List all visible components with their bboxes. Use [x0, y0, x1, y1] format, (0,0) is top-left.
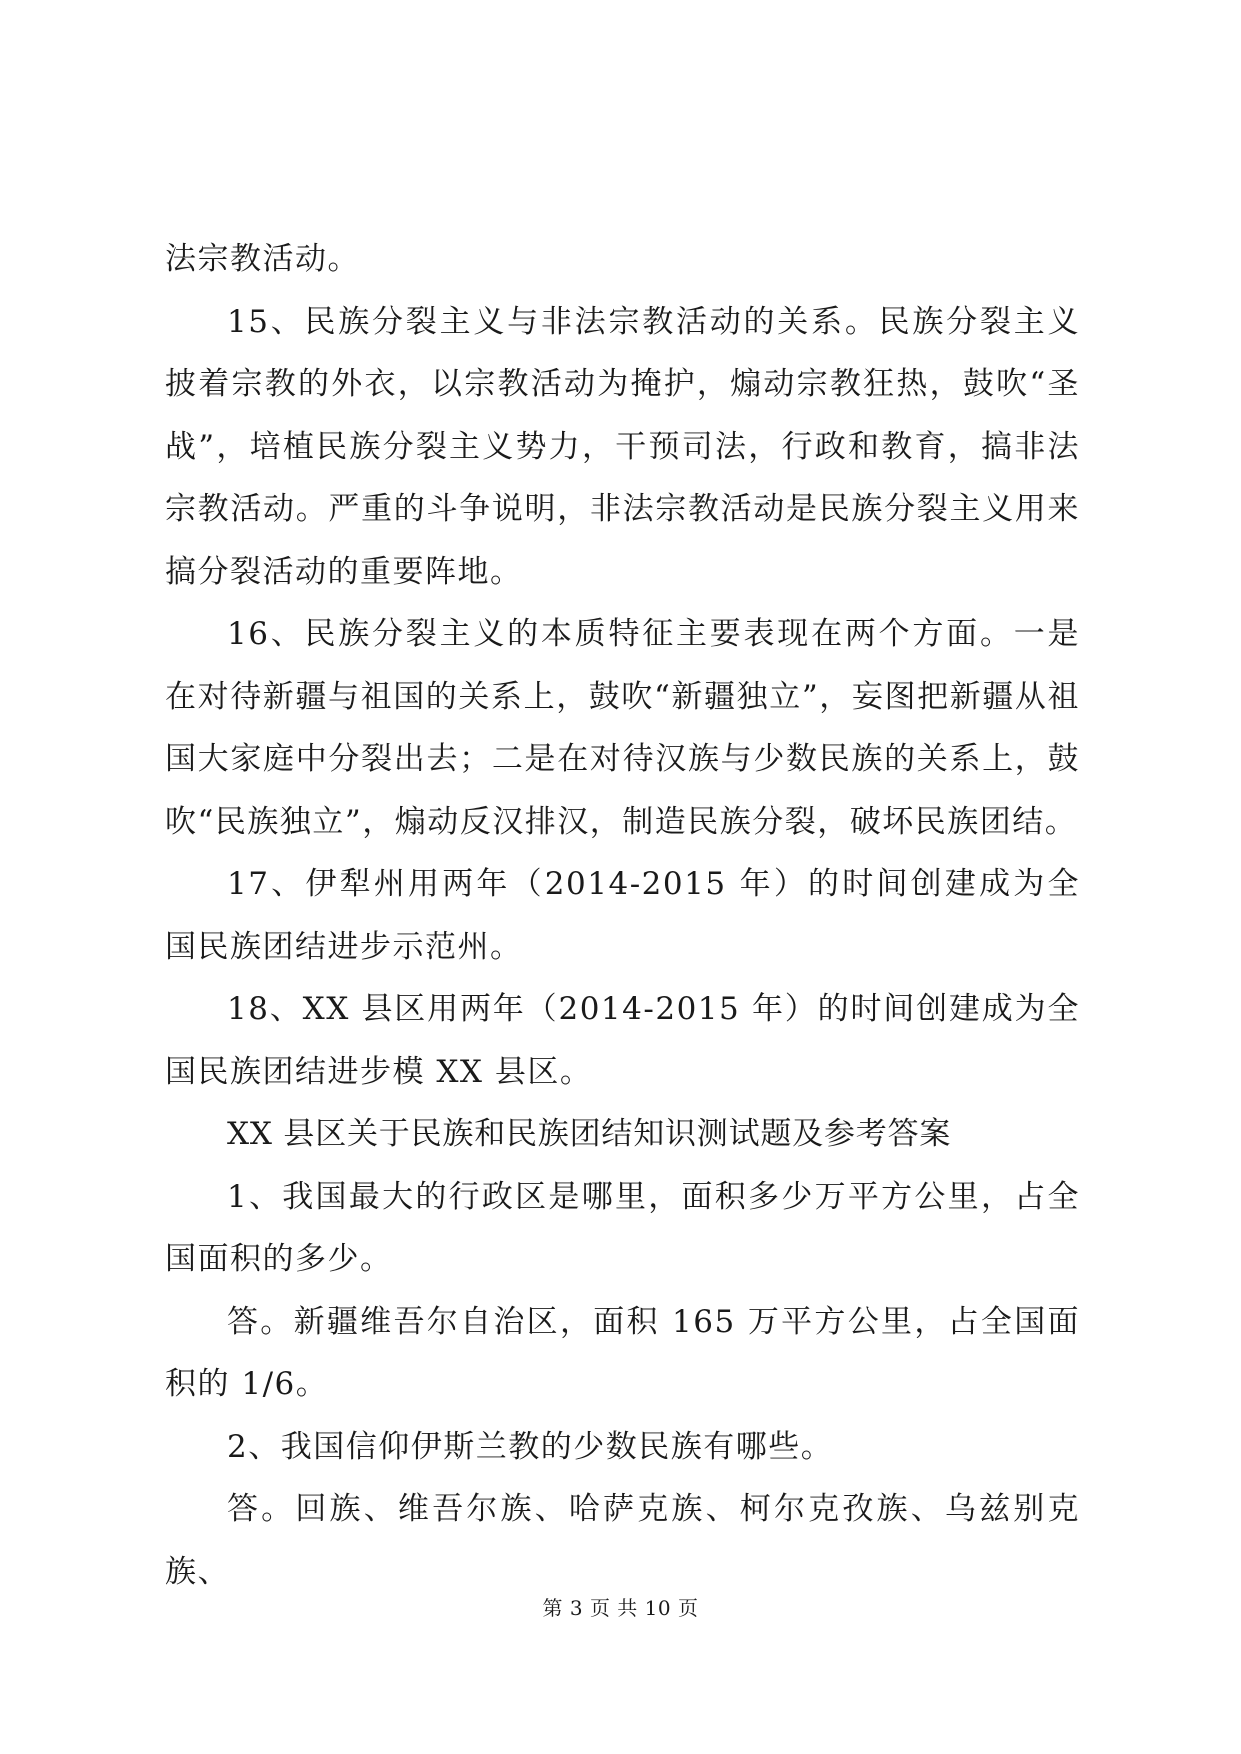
page-footer	[0, 1592, 1241, 1621]
answer-1: 答。新疆维吾尔自治区，面积 165 万平方公里，占全国面积的 1/6。	[165, 1303, 1080, 1402]
question-1: 1、我国最大的行政区是哪里，面积多少万平方公里，占全国面积的多少。	[165, 1178, 1080, 1277]
section-title: XX 县区关于民族和民族团结知识测试题及参考答案	[227, 1116, 952, 1152]
paragraph-item-16: 16、民族分裂主义的本质特征主要表现在两个方面。一是在对待新疆与祖国的关系上，鼓吹“新疆独立”，妄图把新疆从祖国大家庭中分裂出去；二是在对待汉族与少数民族的关系上，鼓吹“民族独立”，煽动反汉排汉，制造民族分裂，破坏民族团结。	[165, 616, 1080, 840]
paragraph-item-17: 17、伊犁州用两年（2014-2015 年）的时间创建成为全国民族团结进步示范州。	[165, 866, 1080, 965]
answer-2: 答。回族、维吾尔族、哈萨克族、柯尔克孜族、乌兹别克族、	[165, 1491, 1080, 1590]
paragraph-item-18: 18、XX 县区用两年（2014-2015 年）的时间创建成为全国民族团结进步模 XX 县区。	[165, 991, 1080, 1090]
document-body	[165, 228, 1080, 1603]
paragraph-continuation: 法宗教活动。	[165, 241, 360, 277]
page-number-label: 第 3 页 共 10 页	[542, 1596, 699, 1620]
paragraph-item-15: 15、民族分裂主义与非法宗教活动的关系。民族分裂主义披着宗教的外衣，以宗教活动为掩护，煽动宗教狂热，鼓吹“圣战”，培植民族分裂主义势力，干预司法，行政和教育，搞非法宗教活动。严重的斗争说明，非法宗教活动是民族分裂主义用来搞分裂活动的重要阵地。	[165, 303, 1080, 590]
question-2: 2、我国信仰伊斯兰教的少数民族有哪些。	[227, 1428, 834, 1465]
